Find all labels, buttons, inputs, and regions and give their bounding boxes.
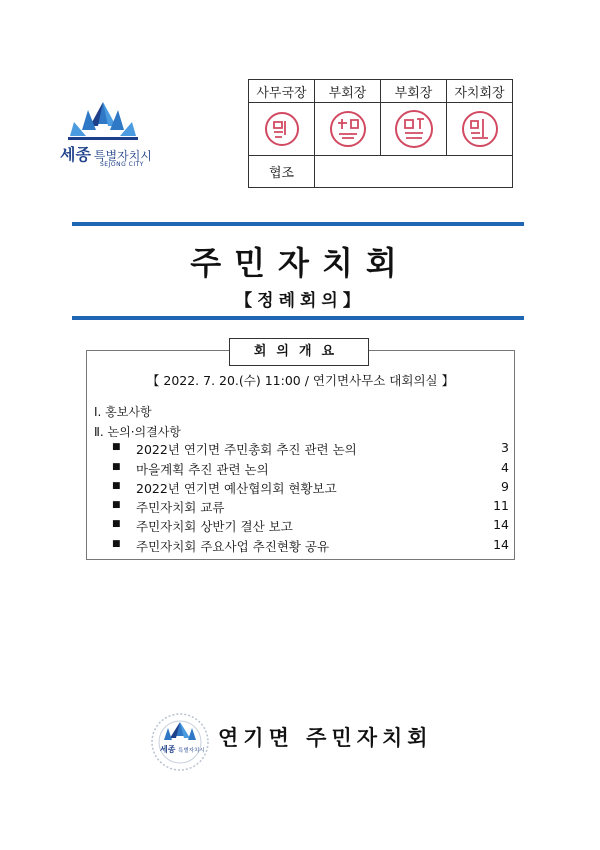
approval-header-secretary: 사무국장 [249,80,315,103]
sejong-city-logo [58,100,188,170]
list-item [112,479,509,497]
approval-header-vice-chair-1: 부회장 [315,80,381,103]
top-divider [72,222,524,226]
logo-name-en: SEJONG CITY [100,161,144,168]
footer-seal-sub: 특별자치시 [178,748,205,754]
overview-label: 회의개요 [229,338,369,366]
square-bullet-icon: ■ [112,462,121,472]
red-seal-stamp-icon [263,110,301,148]
list-item [112,460,509,478]
approval-header-vice-chair-2: 부회장 [381,80,447,103]
approval-seal-cell [381,103,447,156]
agenda-item-text: 2022년 연기면 주민총회 추진 관련 논의 [136,442,357,457]
agenda-item-page: 4 [501,460,509,475]
approval-seal-cell [315,103,381,156]
section-heading-promotion: Ⅰ. 홍보사항 [94,405,152,419]
footer-seal-name: 세종 [160,745,176,754]
coop-label: 협조 [249,156,315,188]
list-item [112,440,509,458]
logo-name: 세종 특별자치시 [60,145,152,164]
footer-seal [150,712,210,776]
coop-cell [315,156,513,188]
red-seal-stamp-icon [328,109,368,149]
sejong-seal-icon [150,712,210,772]
agenda-item-text: 주민자치회 주요사업 추진현황 공유 [136,539,330,554]
approval-header-chair: 자치회장 [447,80,513,103]
square-bullet-icon: ■ [112,519,121,529]
agenda-item-page: 3 [501,440,509,455]
red-seal-stamp-icon [460,109,500,149]
meeting-info: 【 2022. 7. 20.(수) 11:00 / 연기면사무소 대회의실 】 [146,373,455,388]
bottom-divider [72,316,524,320]
document-subtitle: 【정례회의】 [235,291,365,311]
footer-organization: 연기면 주민자치회 [218,726,433,750]
agenda-item-page: 14 [493,517,509,532]
logo-mark-icon [68,100,138,142]
document-title: 주민자치회 [190,244,410,282]
list-item [112,517,509,535]
approval-table [248,79,513,188]
square-bullet-icon: ■ [112,500,121,510]
approval-seal-cell [249,103,315,156]
agenda-item-text: 주민자치회 교류 [136,500,225,515]
agenda-item-text: 마을계획 추진 관련 논의 [136,462,269,477]
agenda-item-page: 14 [493,537,509,552]
section-heading-discussion: Ⅱ. 논의·의결사항 [94,425,181,439]
square-bullet-icon: ■ [112,442,121,452]
approval-seal-cell [447,103,513,156]
red-seal-stamp-icon [393,108,435,150]
agenda-item-text: 주민자치회 상반기 결산 보고 [136,519,293,534]
square-bullet-icon: ■ [112,481,121,491]
agenda-item-page: 11 [493,498,509,513]
agenda-item-page: 9 [501,479,509,494]
agenda-item-text: 2022년 연기면 예산협의회 현황보고 [136,481,337,496]
list-item [112,498,509,516]
list-item [112,537,509,555]
square-bullet-icon: ■ [112,539,121,549]
